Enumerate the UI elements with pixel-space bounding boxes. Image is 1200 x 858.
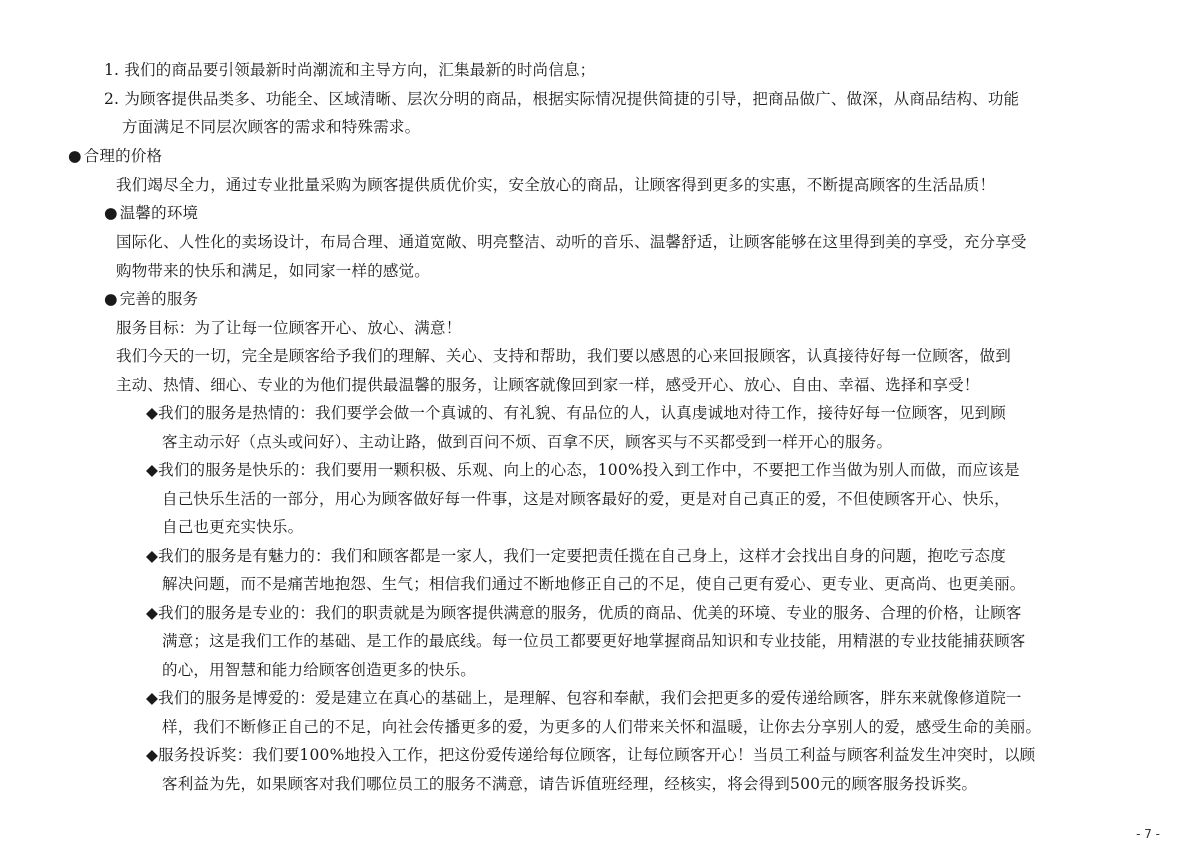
service-point-4-line-2: 满意；这是我们工作的基础、是工作的最底线。每一位员工都要更好地掌握商品知识和专业技能，用精湛的专业技能捕获顾客: [162, 632, 1026, 650]
service-point-1: [146, 402, 1006, 424]
circle-bullet-icon: ●: [104, 204, 118, 222]
intro-item-2-number: 2.: [104, 90, 120, 108]
service-point-3-line-2: 解决问题，而不是痛苦地抱怨、生气；相信我们通过不断地修正自己的不足，使自己更有爱心、更专业、更高尚、也更美丽。: [162, 575, 1026, 593]
service-point-4: [146, 602, 1022, 624]
service-point-4-line-3: 的心，用智慧和能力给顾客创造更多的快乐。: [162, 661, 477, 679]
diamond-bullet-icon: ◆: [146, 404, 159, 422]
section-heading-service: [104, 288, 198, 310]
service-point-5-line-1: 我们的服务是博爱的：爱是建立在真心的基础上，是理解、包容和奉献，我们会把更多的爱传递给顾客，胖东来就像修道院一: [158, 689, 1022, 707]
diamond-bullet-icon: ◆: [146, 547, 159, 565]
section-heading-price: [68, 145, 162, 167]
circle-bullet-icon: ●: [68, 147, 82, 165]
section-heading-price-text: 合理的价格: [83, 147, 163, 165]
diamond-bullet-icon: ◆: [146, 746, 159, 764]
service-point-2-line-3: 自己也更充实快乐。: [162, 518, 304, 536]
intro-item-2-text-line-2: 方面满足不同层次顾客的需求和特殊需求。: [122, 118, 421, 136]
service-point-5-line-2: 样，我们不断修正自己的不足，向社会传播更多的爱，为更多的人们带来关怀和温暖，让你去分享别人的爱，感受生命的美丽。: [162, 718, 1042, 736]
diamond-bullet-icon: ◆: [146, 461, 159, 479]
service-point-2-line-1: 我们的服务是快乐的：我们要用一颗积极、乐观、向上的心态，100%投入到工作中，不要把工作当做为别人而做，而应该是: [158, 461, 1020, 479]
page-number: - 7 -: [1136, 827, 1160, 841]
diamond-bullet-icon: ◆: [146, 604, 159, 622]
section-environment-body-line-2: 购物带来的快乐和满足，如同家一样的感觉。: [116, 262, 431, 280]
section-heading-environment-text: 温馨的环境: [119, 204, 199, 222]
service-point-1-line-2: 客主动示好（点头或问好）、主动让路，做到百问不烦、百拿不厌，顾客买与不买都受到一样开心的服务。: [162, 433, 893, 451]
section-environment-body-line-1: 国际化、人性化的卖场设计，布局合理、通道宽敞、明亮整洁、动听的音乐、温馨舒适，让顾客能够在这里得到美的享受，充分享受: [116, 233, 1027, 251]
service-point-2-line-2: 自己快乐生活的一部分，用心为顾客做好每一件事，这是对顾客最好的爱，更是对自己真正的爱，不但使顾客开心、快乐，: [162, 490, 1010, 508]
service-point-3: [146, 545, 1006, 567]
service-point-6: [146, 744, 1035, 766]
diamond-bullet-icon: ◆: [146, 689, 159, 707]
section-heading-service-text: 完善的服务: [119, 290, 199, 308]
intro-item-1-number: 1.: [104, 61, 120, 79]
circle-bullet-icon: ●: [104, 290, 118, 308]
service-goal: 服务目标：为了让每一位顾客开心、放心、满意！: [116, 319, 462, 337]
section-heading-environment: [104, 202, 198, 224]
intro-item-1: [104, 59, 595, 81]
service-body-line-2: 主动、热情、细心、专业的为他们提供最温馨的服务，让顾客就像回到家一样，感受开心、放心、自由、幸福、选择和享受！: [116, 376, 980, 394]
service-point-6-line-1: 服务投诉奖：我们要100%地投入工作，把这份爱传递给每位顾客，让每位顾客开心！当员工利益与顾客利益发生冲突时，以顾: [158, 746, 1036, 764]
service-body-line-1: 我们今天的一切，完全是顾客给予我们的理解、关心、支持和帮助，我们要以感恩的心来回报顾客，认真接待好每一位顾客，做到: [116, 347, 1011, 365]
service-point-2: [146, 459, 1020, 481]
intro-item-2: [104, 88, 1019, 110]
intro-item-2-text-line-1: 为顾客提供品类多、功能全、区域清晰、层次分明的商品，根据实际情况提供简捷的引导，把商品做广、做深，从商品结构、功能: [124, 90, 1020, 108]
service-point-1-line-1: 我们的服务是热情的：我们要学会做一个真诚的、有礼貌、有品位的人，认真虔诚地对待工作，接待好每一位顾客，见到顾: [158, 404, 1006, 422]
service-point-5: [146, 687, 1022, 709]
intro-item-1-text: 我们的商品要引领最新时尚潮流和主导方向，汇集最新的时尚信息；: [124, 61, 596, 79]
section-price-body: 我们竭尽全力，通过专业批量采购为顾客提供质优价实，安全放心的商品，让顾客得到更多的实惠，不断提高顾客的生活品质！: [116, 176, 996, 194]
service-point-6-line-2: 客利益为先，如果顾客对我们哪位员工的服务不满意，请告诉值班经理，经核实，将会得到500元的顾客服务投诉奖。: [162, 775, 978, 793]
service-point-4-line-1: 我们的服务是专业的：我们的职责就是为顾客提供满意的服务，优质的商品、优美的环境、专业的服务、合理的价格，让顾客: [158, 604, 1022, 622]
service-point-3-line-1: 我们的服务是有魅力的：我们和顾客都是一家人，我们一定要把责任揽在自己身上，这样才会找出自身的问题，抱吃亏态度: [158, 547, 1006, 565]
